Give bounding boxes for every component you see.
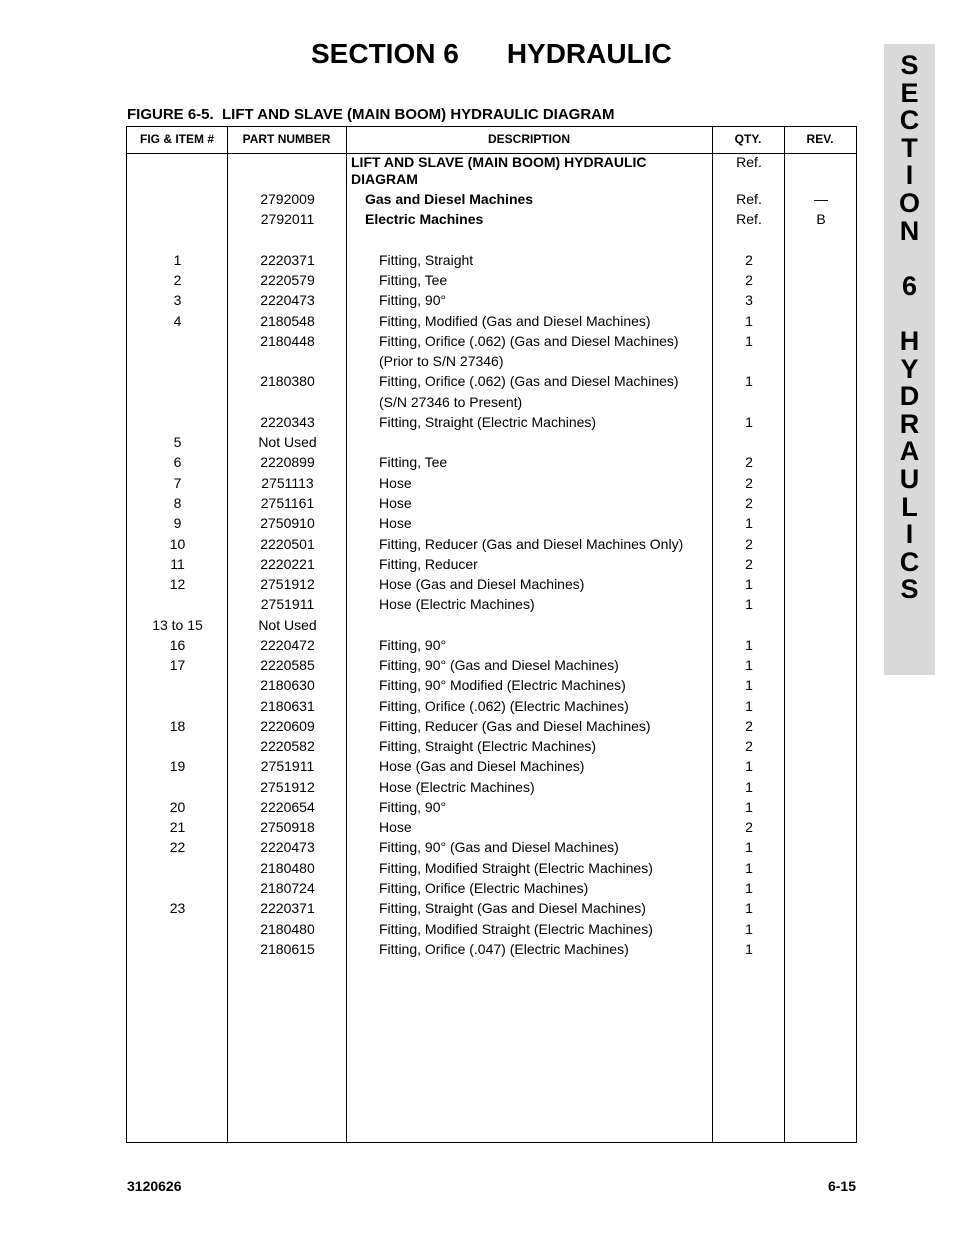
qty-cell: 2 <box>745 272 753 288</box>
description-cell: LIFT AND SLAVE (MAIN BOOM) HYDRAULIC <box>351 154 647 170</box>
description-cell: Fitting, Orifice (.047) (Electric Machines) <box>379 941 629 957</box>
part-number-cell: 2220899 <box>260 454 315 470</box>
fig-cell: 22 <box>169 839 186 855</box>
description-cell: Fitting, Reducer (Gas and Diesel Machines Only) <box>379 536 684 552</box>
side-tab-letter <box>884 245 935 273</box>
part-number-cell: 2220501 <box>260 536 315 552</box>
part-number-cell: 2750910 <box>260 515 315 531</box>
rev-cell: — <box>814 191 828 207</box>
part-number-cell: 2220472 <box>260 637 315 653</box>
fig-cell: 6 <box>173 454 182 470</box>
qty-cell: 1 <box>745 576 753 592</box>
section-side-tab <box>884 44 935 675</box>
qty-cell: 1 <box>745 657 753 673</box>
side-tab-letter: T <box>901 132 918 163</box>
description-cell: Fitting, Straight (Gas and Diesel Machines) <box>379 900 646 916</box>
fig-cell: 9 <box>173 515 182 531</box>
qty-cell: Ref. <box>736 211 762 227</box>
side-tab-letter: D <box>899 381 920 412</box>
part-number-cell: 2220371 <box>260 900 315 916</box>
qty-cell: 1 <box>745 373 753 389</box>
description-cell: Hose <box>379 475 412 491</box>
side-tab-letter: S <box>900 574 919 605</box>
part-number-cell: 2220579 <box>260 272 315 288</box>
description-cell: Fitting, Modified Straight (Electric Machines) <box>379 921 653 937</box>
description-cell: Fitting, Reducer (Gas and Diesel Machines) <box>379 718 651 734</box>
fig-cell: 7 <box>173 475 182 491</box>
fig-cell: 16 <box>169 637 186 653</box>
part-number-cell: 2750918 <box>260 819 315 835</box>
description-cell: Fitting, Modified Straight (Electric Machines) <box>379 860 653 876</box>
parts-table <box>126 126 857 1143</box>
qty-cell: 2 <box>745 536 753 552</box>
qty-cell: 3 <box>745 292 753 308</box>
part-number-cell: 2220473 <box>260 839 315 855</box>
part-number-cell: 2220654 <box>260 799 315 815</box>
description-cell: Fitting, Tee <box>379 272 448 288</box>
part-number-cell: 2180480 <box>260 921 315 937</box>
description-cell: Fitting, 90° <box>379 799 447 815</box>
part-number-cell: 2180548 <box>260 313 315 329</box>
fig-cell: 21 <box>169 819 186 835</box>
side-tab-letter: C <box>899 546 920 577</box>
qty-cell: 1 <box>745 313 753 329</box>
fig-cell: 2 <box>173 272 182 288</box>
part-number-cell: Not Used <box>258 617 317 633</box>
page-number: 6-15 <box>827 1178 856 1194</box>
qty-cell: 1 <box>745 758 753 774</box>
qty-cell: 1 <box>745 677 753 693</box>
description-cell: (S/N 27346 to Present) <box>379 394 523 410</box>
description-cell: Hose <box>379 515 412 531</box>
rev-cell: B <box>816 211 826 227</box>
header-desc: DESCRIPTION <box>487 132 570 146</box>
part-number-cell: 2180631 <box>260 698 315 714</box>
part-number-cell: 2751911 <box>260 758 315 774</box>
side-tab-letter: U <box>899 463 920 494</box>
fig-cell: 3 <box>173 292 182 308</box>
side-tab-letter: E <box>900 77 919 108</box>
part-number-cell: 2180480 <box>260 860 315 876</box>
section-title <box>311 38 672 70</box>
part-number-cell: 2792009 <box>260 191 315 207</box>
qty-cell: 1 <box>745 880 753 896</box>
qty-cell: 1 <box>745 839 753 855</box>
qty-cell: 2 <box>745 556 753 572</box>
part-number-cell: 2220473 <box>260 292 315 308</box>
qty-cell: 2 <box>745 495 753 511</box>
fig-cell: 23 <box>169 900 186 916</box>
part-number-cell: 2180630 <box>260 677 315 693</box>
side-tab-letter: O <box>898 187 920 218</box>
fig-cell: 17 <box>169 657 186 673</box>
fig-cell: 20 <box>169 799 186 815</box>
part-number-cell: 2751912 <box>260 576 315 592</box>
description-cell: Hose (Electric Machines) <box>379 596 535 612</box>
qty-cell: 1 <box>745 637 753 653</box>
qty-cell: 2 <box>745 819 753 835</box>
side-tab-letter: 6 <box>901 270 918 301</box>
side-tab-letter: L <box>901 491 918 522</box>
qty-cell: 1 <box>745 799 753 815</box>
description-cell: Fitting, Modified (Gas and Diesel Machines) <box>379 313 651 329</box>
fig-cell: 4 <box>173 313 182 329</box>
qty-cell: 2 <box>745 454 753 470</box>
part-number-cell: 2751161 <box>260 495 315 511</box>
side-tab-letter: Y <box>900 353 919 384</box>
side-tab-letter: I <box>905 160 914 191</box>
description-cell: Fitting, 90° <box>379 292 447 308</box>
header-rev: REV. <box>806 132 834 146</box>
fig-cell: 10 <box>169 536 186 552</box>
description-cell: Hose <box>379 819 412 835</box>
part-number-cell: 2220371 <box>260 252 315 268</box>
fig-cell: 11 <box>170 556 185 572</box>
fig-cell: 12 <box>169 576 186 592</box>
qty-cell: 1 <box>745 921 753 937</box>
qty-cell: 1 <box>745 860 753 876</box>
description-cell: Fitting, 90° Modified (Electric Machines) <box>379 677 626 693</box>
description-cell: Gas and Diesel Machines <box>365 191 534 207</box>
part-number-cell: 2180380 <box>260 373 315 389</box>
description-cell: (Prior to S/N 27346) <box>379 353 504 369</box>
qty-cell: Ref. <box>736 191 762 207</box>
fig-cell: 18 <box>169 718 186 734</box>
description-cell: Hose (Gas and Diesel Machines) <box>379 758 585 774</box>
side-tab-letter: H <box>899 325 920 356</box>
description-cell: Fitting, Orifice (Electric Machines) <box>379 880 589 896</box>
description-cell: Fitting, Reducer <box>379 556 478 572</box>
part-number-cell: 2180615 <box>260 941 315 957</box>
header-qty: QTY. <box>734 132 762 146</box>
qty-cell: Ref. <box>736 154 762 170</box>
description-cell: Hose (Electric Machines) <box>379 779 535 795</box>
side-tab-letter <box>884 300 935 328</box>
part-number-cell: 2792011 <box>260 211 315 227</box>
side-tab-letter: I <box>905 519 914 550</box>
figure-title: FIGURE 6-5. LIFT AND SLAVE (MAIN BOOM) HYDRAULIC DIAGRAM <box>127 106 615 123</box>
part-number-cell: 2220609 <box>260 718 315 734</box>
part-number-cell: 2180448 <box>260 333 315 349</box>
side-tab-letter: C <box>899 105 920 136</box>
description-cell: DIAGRAM <box>351 171 418 187</box>
qty-cell: 2 <box>745 252 753 268</box>
part-number-cell: 2180724 <box>260 880 315 896</box>
qty-cell: 1 <box>745 333 753 349</box>
part-number-cell: 2220221 <box>260 556 315 572</box>
description-cell: Fitting, 90° (Gas and Diesel Machines) <box>379 839 619 855</box>
description-cell: Fitting, 90° (Gas and Diesel Machines) <box>379 657 619 673</box>
side-tab-letter: N <box>899 215 920 246</box>
qty-cell: 2 <box>745 718 753 734</box>
qty-cell: 1 <box>745 900 753 916</box>
header-part: PART NUMBER <box>242 132 331 146</box>
description-cell: Fitting, Straight (Electric Machines) <box>379 738 597 754</box>
fig-cell: 8 <box>173 495 182 511</box>
part-number-cell: 2220582 <box>260 738 315 754</box>
part-number-cell: Not Used <box>258 434 317 450</box>
doc-number: 3120626 <box>127 1178 182 1194</box>
description-cell: Electric Machines <box>365 211 484 227</box>
qty-cell: 1 <box>745 414 753 430</box>
qty-cell: 1 <box>745 941 753 957</box>
header-fig: FIG & ITEM # <box>139 132 214 146</box>
description-cell: Fitting, 90° <box>379 637 447 653</box>
section-name: HYDRAULIC <box>506 38 672 69</box>
description-cell: Hose (Gas and Diesel Machines) <box>379 576 585 592</box>
description-cell: Fitting, Straight <box>379 252 474 268</box>
description-cell: Fitting, Orifice (.062) (Gas and Diesel Machines) <box>379 333 679 349</box>
side-tab-letter: A <box>899 436 920 467</box>
qty-cell: 1 <box>745 698 753 714</box>
qty-cell: 2 <box>745 738 753 754</box>
description-cell: Fitting, Orifice (.062) (Gas and Diesel Machines) <box>379 373 679 389</box>
side-tab-letter: R <box>899 408 920 439</box>
description-cell: Fitting, Tee <box>379 454 448 470</box>
fig-cell: 19 <box>169 758 186 774</box>
qty-cell: 1 <box>745 515 753 531</box>
description-cell: Hose <box>379 495 412 511</box>
part-number-cell: 2220585 <box>260 657 315 673</box>
description-cell: Fitting, Orifice (.062) (Electric Machines) <box>379 698 629 714</box>
qty-cell: 1 <box>745 596 753 612</box>
qty-cell: 2 <box>745 475 753 491</box>
part-number-cell: 2751912 <box>260 779 315 795</box>
fig-cell: 1 <box>173 252 182 268</box>
description-cell: Fitting, Straight (Electric Machines) <box>379 414 597 430</box>
fig-cell: 13 to 15 <box>152 617 203 633</box>
part-number-cell: 2751113 <box>261 475 314 491</box>
side-tab-letter: S <box>900 50 919 80</box>
part-number-cell: 2220343 <box>260 414 315 430</box>
side-tab-letters <box>884 52 935 604</box>
section-label: SECTION 6 <box>311 38 459 69</box>
part-number-cell: 2751911 <box>260 596 315 612</box>
fig-cell: 5 <box>173 434 182 450</box>
qty-cell: 1 <box>745 779 753 795</box>
